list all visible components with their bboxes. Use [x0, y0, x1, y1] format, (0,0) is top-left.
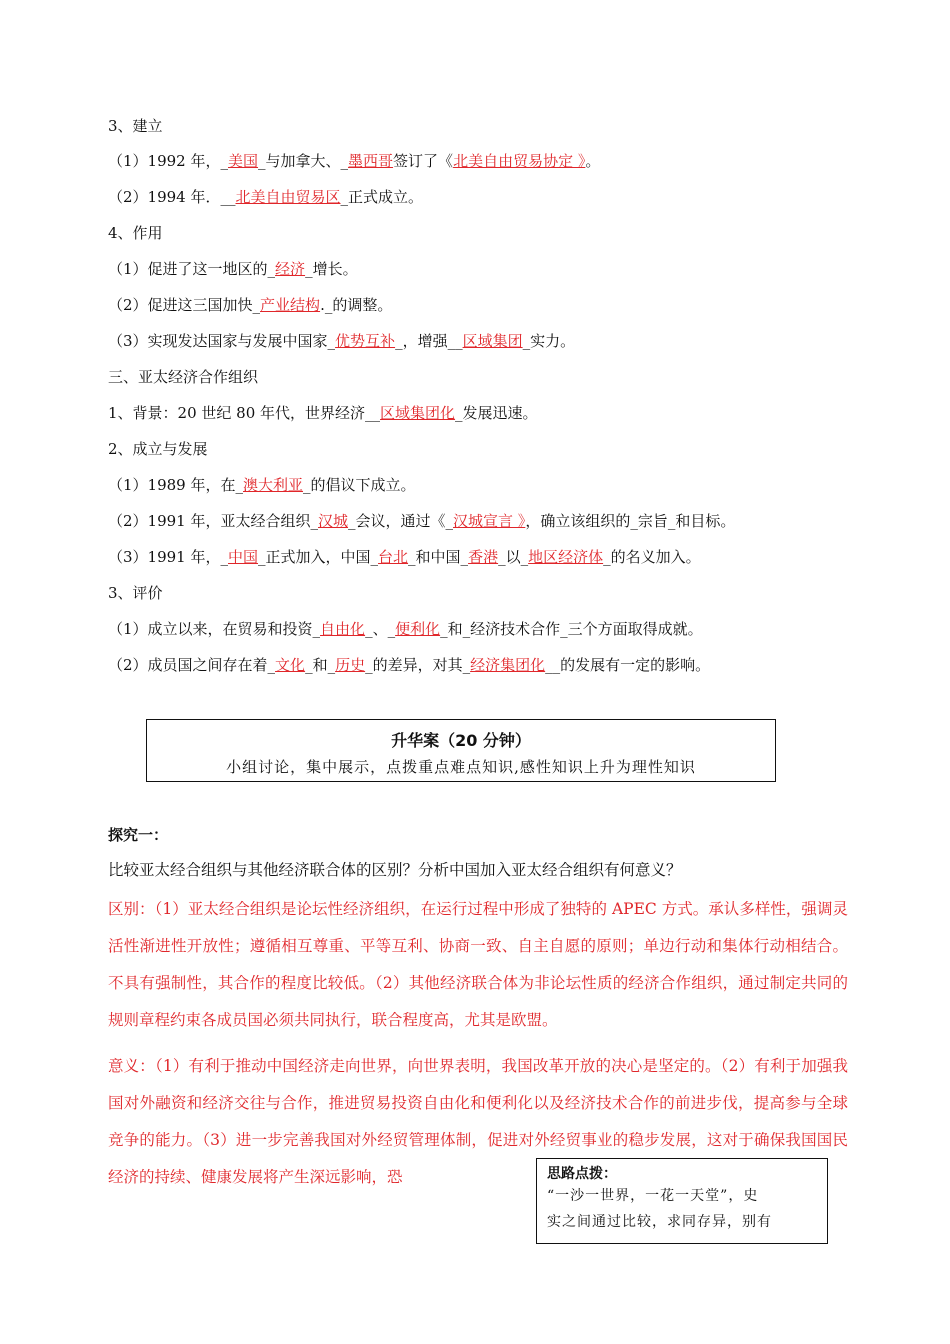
answer-liberalization: 自由化 — [320, 620, 366, 638]
section-heading-role: 4、作用 — [108, 224, 163, 242]
fill-line-1991-seoul: （2）1991 年，亚太经合组织_汉城_会议，通过《_汉城宣言 》，确立该组织的_宗旨_和目标。 — [108, 512, 736, 530]
section-heading-founding: 2、成立与发展 — [108, 440, 208, 458]
answer-history: 历史 — [335, 656, 366, 674]
fill-line-background: 1、背景：20 世纪 80 年代，世界经济__区域集团化_发展迅速。 — [108, 404, 538, 422]
answer-australia: 澳大利亚 — [243, 476, 304, 494]
answer-mexico: 墨西哥 — [348, 152, 394, 170]
answer-facilitation: 便利化 — [395, 620, 441, 638]
answer-region-economy: 地区经济体 — [528, 548, 604, 566]
answer-nafta-zone: 北美自由贸易区 — [235, 188, 341, 206]
inquiry-heading: 探究一： — [108, 826, 169, 844]
tip-heading: 思路点拨： — [547, 1166, 617, 1182]
tip-line-2: 实之间通过比较，求同存异，别有 — [547, 1214, 772, 1230]
tip-line-1: “一沙一世界，一花一天堂”，史 — [547, 1188, 759, 1204]
fill-line-eval-2: （2）成员国之间存在着_文化_和_历史_的差异，对其_经济集团化__的发展有一定的影响。 — [108, 656, 711, 674]
answer-regionalization: 区域集团化 — [380, 404, 456, 422]
answer-economic-grouping: 经济集团化 — [470, 656, 546, 674]
thinking-tip-box — [536, 1158, 828, 1244]
section-heading-evaluation: 3、评价 — [108, 584, 163, 602]
answer-hongkong: 香港 — [468, 548, 499, 566]
inquiry-question: 比较亚太经合组织与其他经济联合体的区别？分析中国加入亚太经合组织有何意义？ — [108, 861, 682, 879]
fill-line-role-2: （2）促进这三国加快_产业结构._的调整。 — [108, 296, 393, 314]
answer-usa: 美国 — [228, 152, 259, 170]
fill-line-1994: （2）1994 年．__北美自由贸易区_正式成立。 — [108, 188, 424, 206]
answer-economy: 经济 — [275, 260, 306, 278]
fill-line-1989: （1）1989 年，在_澳大利亚_的倡议下成立。 — [108, 476, 416, 494]
answer-seoul: 汉城 — [318, 512, 349, 530]
answer-seoul-declaration: 汉城宣言 》 — [453, 512, 526, 530]
answer-china: 中国 — [228, 548, 259, 566]
answer-taipei: 台北 — [378, 548, 409, 566]
answer-meaning: 意义：（1）有利于推动中国经济走向世界，向世界表明，我国改革开放的决心是坚定的。（2）有利于加强我国对外融资和经济交往与合作，推进贸易投资自由化和便利化以及经济技术合作的前进步伐，提高参与全球竞争的能力。（3）进一步完善我国对外经贸管理体制，促进对外经贸事业的稳步发展，这对于确保我国国民经济的持续、健康发展将产生深远影响，恐 — [108, 1057, 848, 1186]
answer-regional-group: 区域集团 — [462, 332, 523, 350]
answer-difference: 区别：（1）亚太经合组织是论坛性经济组织，在运行过程中形成了独特的 APEC 方式。承认多样性，强调灵活性渐进性开放性；遵循相互尊重、平等互利、协商一致、自主自愿的原则；单边行动和集体行动相结合。不具有强制性，其合作的程度比较低。（2）其他经济联合体为非论坛性质的经济合作组织，通过制定共同的规则章程约束各成员国必须共同执行，联合程度高，尤其是欧盟。 — [108, 900, 848, 1029]
section-heading-establish: 3、建立 — [108, 117, 163, 135]
answer-complementary: 优势互补 — [335, 332, 396, 350]
fill-line-1992: （1）1992 年，_美国_与加拿大、_墨西哥签订了《北美自由贸易协定 》。 — [108, 152, 601, 170]
box-title: 升华案（20 分钟） — [391, 731, 531, 750]
fill-line-role-1: （1）促进了这一地区的_经济_增长。 — [108, 260, 358, 278]
section-heading-apec: 三、亚太经济合作组织 — [108, 368, 259, 386]
fill-line-1991-china: （3）1991 年，_中国_正式加入，中国_台北_和中国_香港_以_地区经济体_的名义加入。 — [108, 548, 701, 566]
sublimation-box — [146, 719, 776, 782]
answer-culture: 文化 — [275, 656, 306, 674]
fill-line-role-3: （3）实现发达国家与发展中国家_优势互补_，增强__区域集团_实力。 — [108, 332, 576, 350]
fill-line-eval-1: （1）成立以来，在贸易和投资_自由化_、_便利化_和_经济技术合作_三个方面取得成就。 — [108, 620, 703, 638]
answer-nafta: 北美自由贸易协定 》 — [453, 152, 586, 170]
answer-industry-structure: 产业结构 — [260, 296, 321, 314]
box-subtitle: 小组讨论，集中展示，点拨重点难点知识,感性知识上升为理性知识 — [226, 758, 696, 776]
